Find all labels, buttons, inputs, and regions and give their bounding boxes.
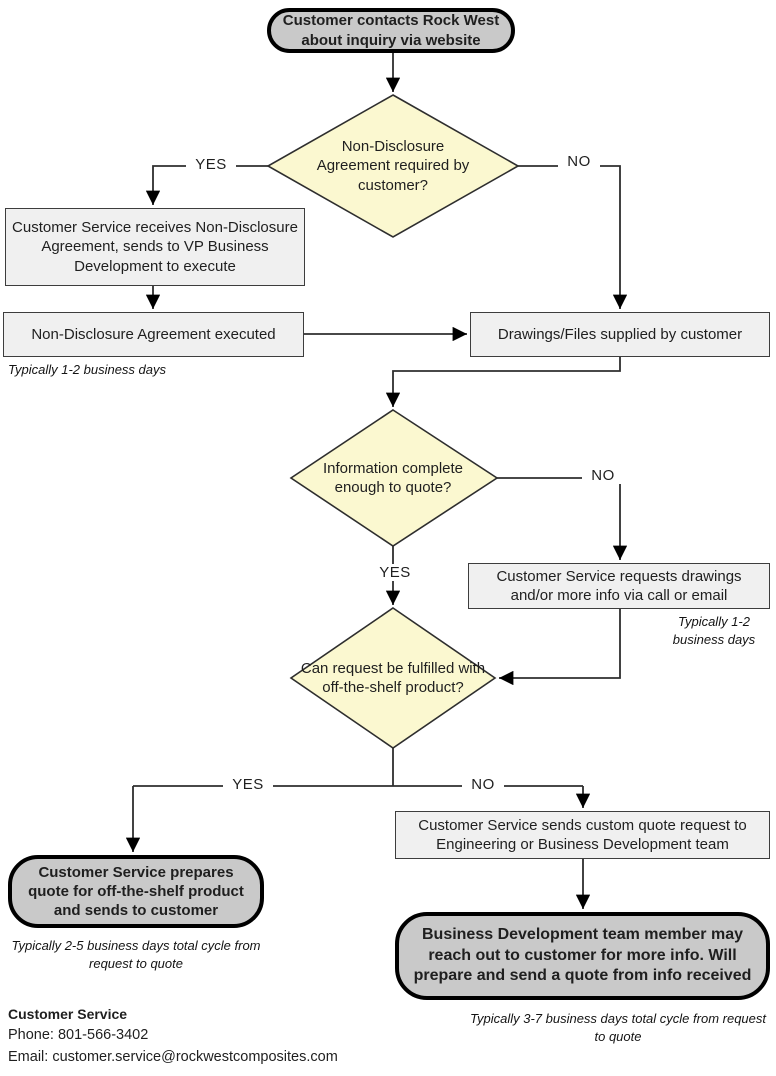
decision-nda-label: Non-Disclosure Agreement required by customer? [316,137,470,194]
caption-custom-cycle: Typically 3-7 business days total cycle from request to quote [470,1011,766,1044]
edge-drawings-to-info-decision [393,357,620,407]
caption-off-the-shelf-cycle: Typically 2-5 business days total cycle from request to quote [11,938,261,971]
caption-request-info-cycle: Typically 1-2 business days [672,614,756,647]
process-nda-receive: Customer Service receives Non-Disclosure Agreement, sends to VP Business Development to execute [5,208,305,286]
process-nda-executed: Non-Disclosure Agreement executed [3,312,304,357]
edge-label-nda-yes: YES [186,156,236,173]
edge-label-nda-no: NO [558,153,600,170]
edge-request-info-back [499,609,620,678]
start-terminal: Customer contacts Rock West about inquiry via website [267,8,515,53]
process-request-info: Customer Service requests drawings and/or more info via call or email [468,563,770,609]
edge-label-info-yes: YES [370,564,420,581]
edge-info-no [497,478,620,560]
edge-nda-no [518,166,620,309]
end-terminal-custom: Business Development team member may reach out to customer for more info. Will prepare and send a quote from info received [395,912,770,1000]
decision-info-label: Information complete enough to quote? [322,459,464,496]
contact-title: Customer Service [8,1006,128,1022]
edge-label-shelf-no: NO [462,776,504,793]
contact-block [8,1004,338,1069]
process-custom-quote: Customer Service sends custom quote request to Engineering or Business Development team [395,811,770,859]
contact-email: Email: customer.service@rockwestcomposites.com [8,1048,338,1065]
end-terminal-off-the-shelf: Customer Service prepares quote for off-the-shelf product and sends to customer [8,855,264,928]
edge-label-shelf-yes: YES [223,776,273,793]
edge-label-info-no: NO [582,467,624,484]
process-drawings-supplied: Drawings/Files supplied by customer [470,312,770,357]
contact-phone: Phone: 801-566-3402 [8,1027,149,1043]
decision-shelf-label: Can request be fulfilled with off-the-shelf product? [300,659,486,696]
caption-nda-cycle: Typically 1-2 business days [8,362,166,377]
